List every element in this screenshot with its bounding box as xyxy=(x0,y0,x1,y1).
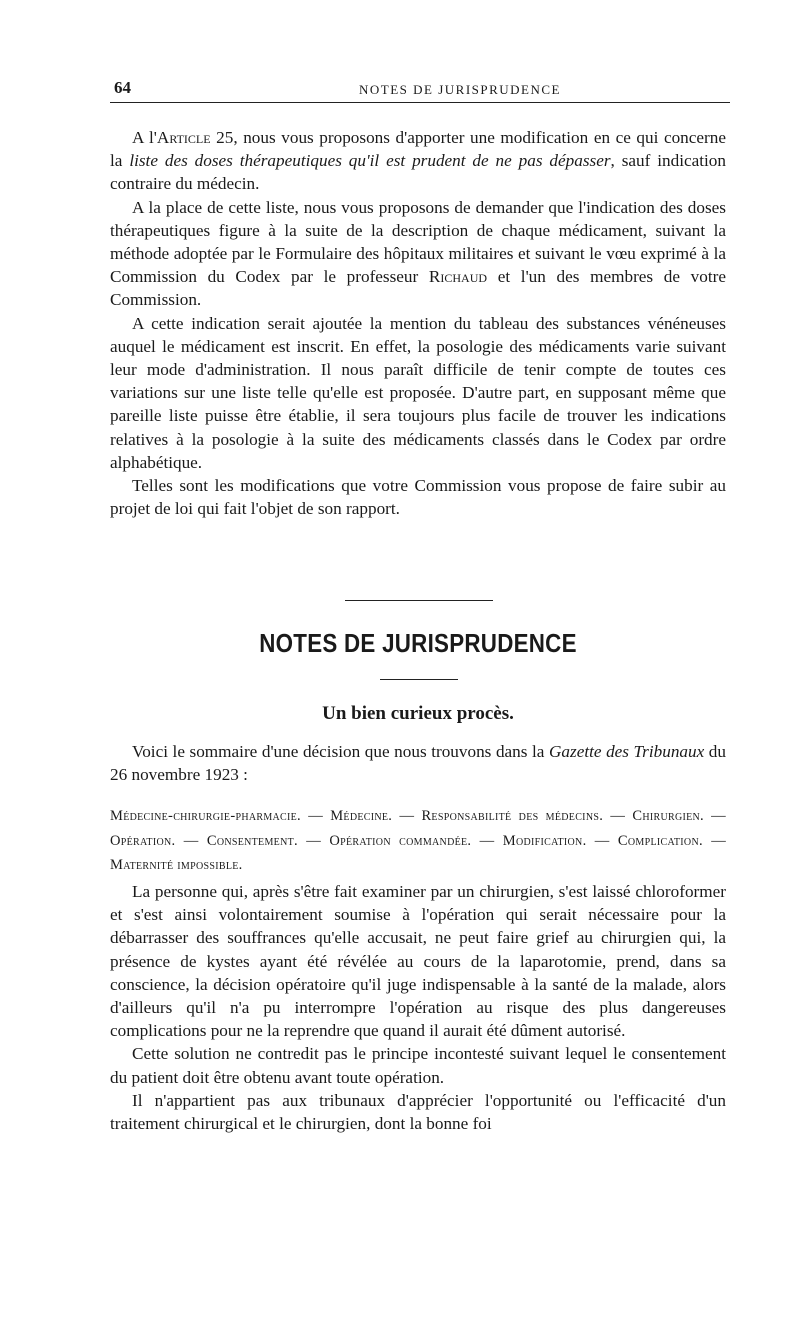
article-title: Un bien curieux procès. xyxy=(322,703,514,724)
paragraph: Telles sont les modifications que votre Commission vous propose de faire subir au projet de loi qui fait l'objet de son rapport. xyxy=(110,476,726,519)
running-header xyxy=(110,78,730,103)
paragraph: A la place de cette liste, nous vous proposons de demander que l'indication des doses thérapeutiques figure à la suite de la description de chaque médicament, suivant la méthode adoptée par le Formulaire des hôpitaux militaires et suivant le vœu exprimé à la Commission du Codex par le professeur Richaud et l'un des membres de votre Commission. xyxy=(110,197,726,310)
paragraph: La personne qui, après s'être fait examiner par un chirurgien, s'est laissé chloroformer et s'est ainsi volontairement soumise à l'opération qui serait nécessaire pour la débarrasser des souffrances qu'elle accusait, ne peut faire grief au chirurgien qui, la présence de kystes ayant été révélée au cours de la laparotomie, prend, dans sa conscience, la décision opératoire qu'il juge indispensable à la santé de la malade, alors d'ailleurs qu'il n'a pu interrompre l'opération au risque des plus dangereuses complications pour ne la reprendre que quand il aurait été dûment autorisé. xyxy=(110,882,726,1041)
page-number: 64 xyxy=(114,78,131,97)
separator-rule xyxy=(345,600,493,601)
decision-text xyxy=(110,880,726,1135)
running-title: NOTES DE JURISPRUDENCE xyxy=(358,82,561,97)
paragraph: A cette indication serait ajoutée la mention du tableau des substances vénéneuses auquel le médicament est inscrit. En effet, la posologie des médicaments varie suivant leur mode d'administration. Il nous paraît difficile de tenir compte de toutes ces variations sur une liste telle qu'elle est proposée. D'autre part, en supposant même que pareille liste puisse être établie, il sera toujours plus facile de trouver les indications relatives à la posologie à la suite des médicaments classés dans le Codex par ordre alphabétique. xyxy=(110,313,726,472)
paragraph: Cette solution ne contredit pas le principe incontesté suivant lequel le consentement du patient doit être obtenu avant toute opération. xyxy=(110,1044,726,1087)
separator-rule xyxy=(380,679,458,680)
article-reference: Article xyxy=(156,128,211,147)
paragraph: Il n'appartient pas aux tribunaux d'apprécier l'opportunité ou l'efficacité d'un traitement chirurgical et le chirurgien, dont la bonne foi xyxy=(110,1090,726,1134)
publication-title: Gazette des Tribunaux xyxy=(549,742,705,761)
person-name: Richaud xyxy=(428,267,488,287)
italic-phrase: liste des doses thérapeutiques qu'il est prudent de ne pas dépasser xyxy=(129,151,611,171)
intro-section xyxy=(110,740,726,786)
decision-summary: Médecine-chirurgie-pharmacie. — Médecine. — Responsabilité des médecins. — Chirurgien. — Opération. — Consentement. — Opération commandée. — Modification. — Complication. — Maternité impossible. xyxy=(110,808,726,873)
section-title: NOTES DE JURISPRUDENCE xyxy=(259,628,577,658)
paragraph: A l'Article 25, nous vous proposons d'apporter une modification en ce qui concerne la liste des doses thérapeutiques qu'il est prudent de ne pas dépasser, sauf indication contraire du médecin. xyxy=(110,128,726,194)
top-section xyxy=(110,126,726,520)
paragraph: Voici le sommaire d'une décision que nous trouvons dans la Gazette des Tribunaux du 26 novembre 1923 : xyxy=(110,742,726,785)
